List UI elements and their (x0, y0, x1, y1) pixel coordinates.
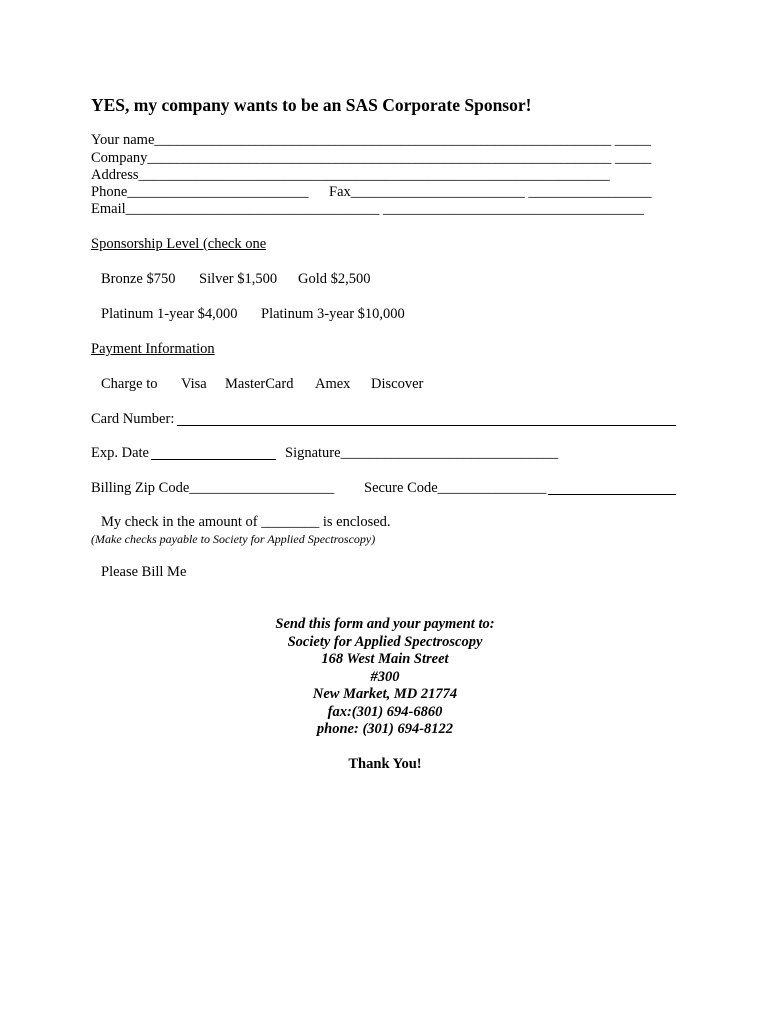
mailing-line-5: New Market, MD 21774 (312, 686, 458, 702)
checkbox-icon[interactable] (91, 376, 101, 393)
check-label: My check in the amount of ________ is enclosed. (101, 514, 391, 530)
email-field[interactable]: Email___________________________________ ____________________________________ (91, 201, 645, 217)
exp-date-input[interactable] (151, 445, 276, 460)
checkbox-icon[interactable] (91, 564, 101, 581)
card-mastercard[interactable]: MasterCard (225, 376, 294, 392)
card-amex[interactable]: Amex (315, 376, 351, 392)
card-number-label: Card Number: (91, 411, 175, 427)
platinum-1-year-label: Platinum 1-year $4,000 (101, 306, 238, 322)
checkbox-icon[interactable] (91, 514, 101, 531)
checkbox-icon[interactable] (251, 306, 261, 323)
mailing-line-4: #300 (370, 668, 400, 685)
gold-label: Gold $2,500 (298, 271, 371, 287)
gold-option[interactable] (288, 271, 371, 288)
signature-field[interactable]: Signature______________________________ (285, 445, 559, 461)
sponsorship-heading: Sponsorship Level (check one (91, 236, 267, 252)
exp-date-label: Exp. Date (91, 445, 149, 461)
thank-you-text: Thank You! (348, 755, 422, 772)
check-note: (Make checks payable to Society for Applied Spectroscopy) (91, 532, 376, 546)
secure-code-field[interactable]: Secure Code_______________ (364, 480, 547, 496)
bill-me-option[interactable] (91, 564, 186, 581)
mailing-line-1: Send this form and your payment to: (275, 616, 495, 632)
card-discover[interactable]: Discover (371, 376, 424, 392)
your-name-field[interactable]: Your name_______________________________________________________________ _____ (91, 132, 651, 148)
checkbox-icon[interactable] (288, 271, 298, 288)
checkbox-icon[interactable] (189, 271, 199, 288)
mailing-line-6: fax:(301) 694-6860 (327, 703, 443, 720)
silver-option[interactable] (189, 271, 277, 288)
form-title: YES, my company wants to be an SAS Corporate Sponsor! (91, 95, 532, 115)
bronze-label: Bronze $750 (101, 271, 176, 287)
company-field[interactable]: Company________________________________________________________________ _____ (91, 150, 652, 166)
mailing-line-3: 168 West Main Street (321, 651, 449, 667)
card-visa[interactable]: Visa (181, 376, 207, 392)
charge-to-label: Charge to (101, 376, 158, 392)
billing-zip-field[interactable]: Billing Zip Code____________________ (91, 480, 335, 496)
fax-field[interactable]: Fax________________________ _________________ (329, 184, 652, 200)
payment-heading: Payment Information (91, 341, 215, 357)
platinum-1-year-option[interactable] (91, 306, 238, 323)
mailing-line-7: phone: (301) 694-8122 (316, 721, 454, 737)
platinum-3-year-label: Platinum 3-year $10,000 (261, 306, 405, 322)
secure-code-input[interactable] (548, 480, 676, 495)
check-option[interactable] (91, 514, 391, 531)
bill-me-label: Please Bill Me (101, 564, 187, 580)
silver-label: Silver $1,500 (199, 271, 278, 287)
charge-to-option[interactable] (91, 376, 158, 393)
mailing-address-block (0, 616, 770, 773)
checkbox-icon[interactable] (91, 271, 101, 288)
address-field[interactable]: Address_________________________________________________________________ (91, 167, 610, 183)
phone-field[interactable]: Phone_________________________ (91, 184, 309, 200)
checkbox-icon[interactable] (91, 306, 101, 323)
bronze-option[interactable] (91, 271, 176, 288)
platinum-3-year-option[interactable] (251, 306, 405, 323)
mailing-line-2: Society for Applied Spectroscopy (287, 633, 483, 650)
card-number-input[interactable] (177, 411, 676, 426)
